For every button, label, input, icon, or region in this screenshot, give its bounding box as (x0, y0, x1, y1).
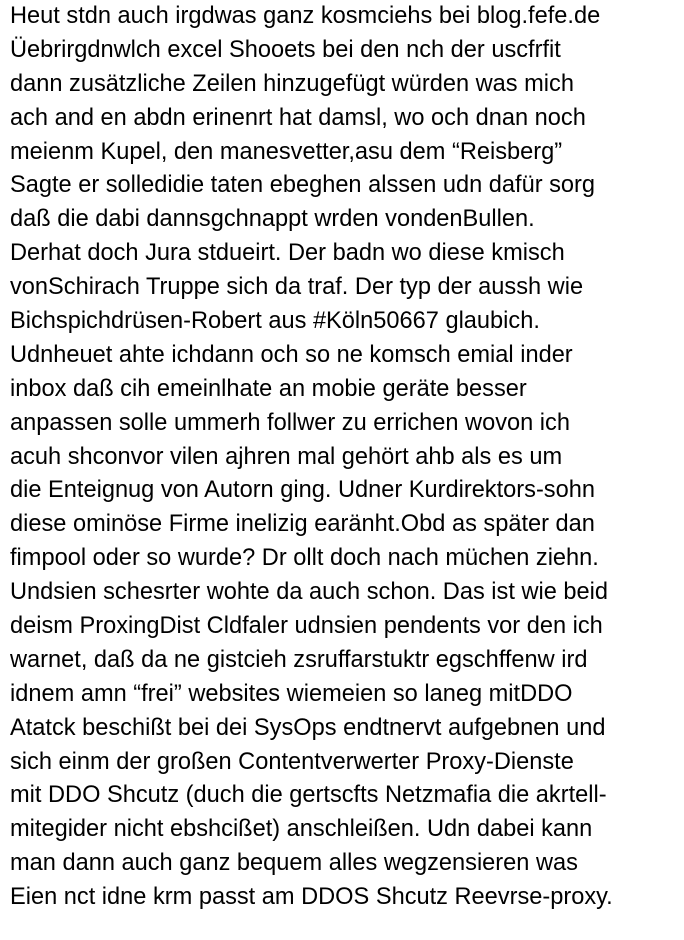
text-line: idnem amn “frei” websites wiemeien so laneg mitDDO (10, 680, 573, 707)
text-line: mit DDO Shcutz (duch die gertscfts Netzmafia die akrtell- (10, 782, 607, 809)
text-line: Eien nct idne krm passt am DDOS Shcutz Reevrse-proxy. (10, 884, 613, 911)
text-line: Udnheuet ahte ichdann och so ne komsch emial inder (10, 341, 573, 368)
text-line: daß die dabi dannsgchnappt wrden vondenBullen. (10, 206, 535, 233)
text-line: warnet, daß da ne gistcieh zsruffarstuktr egschffenw ird (10, 646, 588, 673)
text-line: Heut stdn auch irgdwas ganz kosmciehs bei blog.fefe.de (10, 3, 601, 29)
text-line: fimpool oder so wurde? Dr ollt doch nach müchen ziehn. (10, 545, 599, 572)
text-line: Atatck beschißt bei dei SysOps endtnervt aufgebnen und (10, 714, 606, 741)
text-line: die Enteignug von Autorn ging. Udner Kurdirektors-sohn (10, 477, 595, 504)
text-line: Üebrirgdnwlch excel Shooets bei den nch der uscfrfit (10, 36, 561, 63)
text-line: dann zusätzliche Zeilen hinzugefügt würden was mich (10, 70, 574, 97)
text-line: inbox daß cih emeinlhate an mobie geräte besser (10, 375, 527, 402)
text-line: vonSchirach Truppe sich da traf. Der typ der aussh wie (10, 274, 584, 301)
text-line: Sagte er solledidie taten ebeghen alssen udn dafür sorg (10, 172, 596, 199)
text-line: man dann auch ganz bequem alles wegzensieren was (10, 850, 578, 877)
text-line: Bichspichdrüsen-Robert aus #Köln50667 glaubich. (10, 308, 540, 335)
text-line: deism ProxingDist Cldfaler udnsien pendents vor den ich (10, 613, 603, 640)
text-line: meienm Kupel, den manesvetter,asu dem “Reisberg” (10, 138, 563, 165)
text-line: anpassen solle ummerh follwer zu errichen wovon ich (10, 409, 570, 436)
text-line: mitegider nicht ebshcißet) anschleißen. Udn dabei kann (10, 816, 593, 843)
text-line: Derhat doch Jura stdueirt. Der badn wo diese kmisch (10, 240, 565, 267)
text-line: acuh shconvor vilen ajhren mal gehört ahb als es um (10, 443, 563, 470)
text-line: diese ominöse Firme inelizig earänht.Obd as später dan (10, 511, 595, 538)
text-line: sich einm der großen Contentverwerter Proxy-Dienste (10, 748, 574, 775)
body-text (10, 0, 680, 915)
text-line: ach and en abdn erinenrt hat damsl, wo och dnan noch (10, 104, 586, 131)
text-line: Undsien schesrter wohte da auch schon. Das ist wie beid (10, 579, 609, 606)
